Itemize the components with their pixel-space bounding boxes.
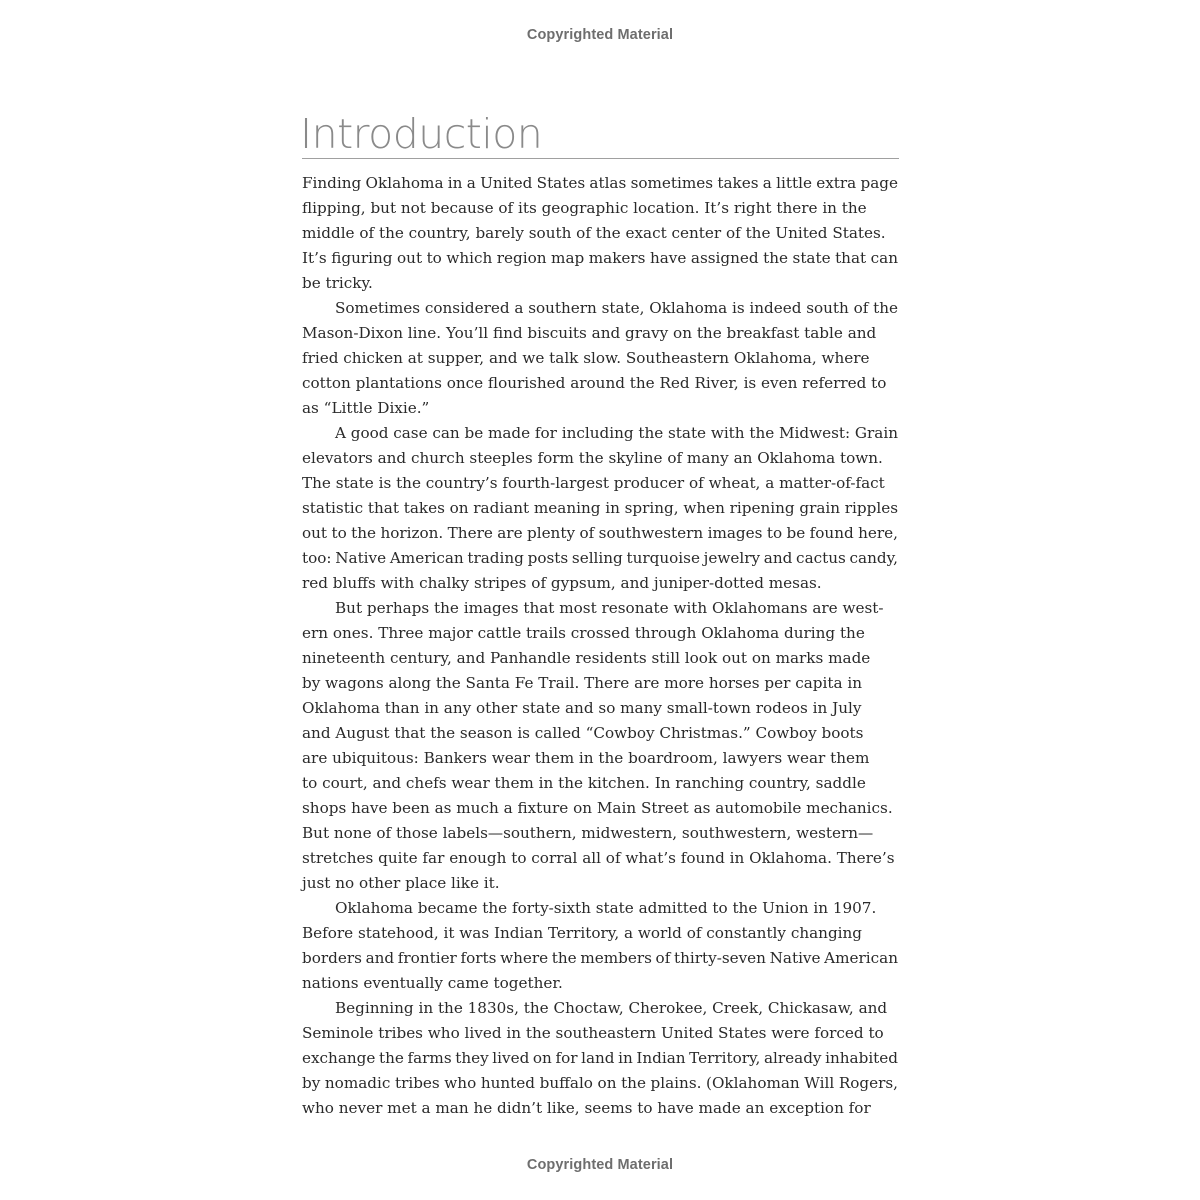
text-line: But perhaps the images that most resonate with Oklahomans are west- [335,599,884,617]
text-line: Sometimes considered a southern state, Oklahoma is indeed south of the [335,299,898,317]
text-line: red bluffs with chalky stripes of gypsum, and juniper-dotted mesas. [302,574,822,592]
text-line: to court, and chefs wear them in the kitchen. In ranching country, saddle [302,774,866,792]
text-line: ern ones. Three major cattle trails crossed through Oklahoma during the [302,624,865,642]
text-line: are ubiquitous: Bankers wear them in the boardroom, lawyers wear them [302,749,870,767]
text-line: who never met a man he didn’t like, seems to have made an exception for [302,1099,871,1117]
text-line: Oklahoma than in any other state and so many small-town rodeos in July [302,699,862,717]
text-line: by wagons along the Santa Fe Trail. There are more horses per capita in [302,674,862,692]
text-line: shops have been as much a fixture on Main Street as automobile mechanics. [302,799,893,817]
text-line: It’s figuring out to which region map makers have assigned the state that can [302,249,898,267]
text-line: Mason-Dixon line. You’ll find biscuits and gravy on the breakfast table and [302,324,877,342]
text-line: fried chicken at supper, and we talk slow. Southeastern Oklahoma, where [302,349,870,367]
paragraph-5 [302,896,898,996]
text-line: elevators and church steeples form the skyline of many an Oklahoma town. [302,449,883,467]
text-line: Beginning in the 1830s, the Choctaw, Cherokee, Creek, Chickasaw, and [335,999,888,1017]
text-line: A good case can be made for including the state with the Midwest: Grain [335,424,898,442]
text-line: But none of those labels—southern, midwestern, southwestern, western— [302,824,874,842]
text-line: out to the horizon. There are plenty of southwestern images to be found here, [302,524,898,542]
text-line: and August that the season is called “Cowboy Christmas.” Cowboy boots [302,724,864,742]
body-text [302,171,898,1121]
title-divider [302,158,899,159]
text-line: exchange the farms they lived on for land in Indian Territory, already inhabited [302,1049,898,1067]
text-line: be tricky. [302,274,373,292]
text-line: just no other place like it. [302,874,500,892]
text-line: borders and frontier forts where the members of thirty-seven Native American [302,949,898,967]
text-line: middle of the country, barely south of the exact center of the United States. [302,224,886,242]
copyright-watermark-bottom: Copyrighted Material [526,1157,674,1173]
text-line: Seminole tribes who lived in the southeastern United States were forced to [302,1024,884,1042]
paragraph-3 [302,421,898,596]
chapter-title: Introduction [300,110,543,158]
text-line: Finding Oklahoma in a United States atlas sometimes takes a little extra page [302,174,898,192]
text-line: Before statehood, it was Indian Territory, a world of constantly changing [302,924,863,942]
text-line: by nomadic tribes who hunted buffalo on the plains. (Oklahoman Will Rogers, [302,1074,898,1092]
copyright-watermark-top: Copyrighted Material [526,27,674,43]
text-line: nations eventually came together. [302,974,563,992]
text-line: cotton plantations once flourished around the Red River, is even referred to [302,374,887,392]
paragraph-6 [302,996,898,1121]
text-line: The state is the country’s fourth-largest producer of wheat, a matter-of-fact [302,474,885,492]
text-line: statistic that takes on radiant meaning in spring, when ripening grain ripples [302,499,898,517]
text-line: too: Native American trading posts selling turquoise jewelry and cactus candy, [302,549,898,567]
text-line: nineteenth century, and Panhandle residents still look out on marks made [302,649,871,667]
text-line: Oklahoma became the forty-sixth state admitted to the Union in 1907. [335,899,877,917]
paragraph-1 [302,171,898,296]
text-line: stretches quite far enough to corral all of what’s found in Oklahoma. There’s [302,849,895,867]
paragraph-2 [302,296,898,421]
paragraph-4 [302,596,898,896]
text-line: flipping, but not because of its geographic location. It’s right there in the [302,199,867,217]
text-line: as “Little Dixie.” [302,399,430,417]
